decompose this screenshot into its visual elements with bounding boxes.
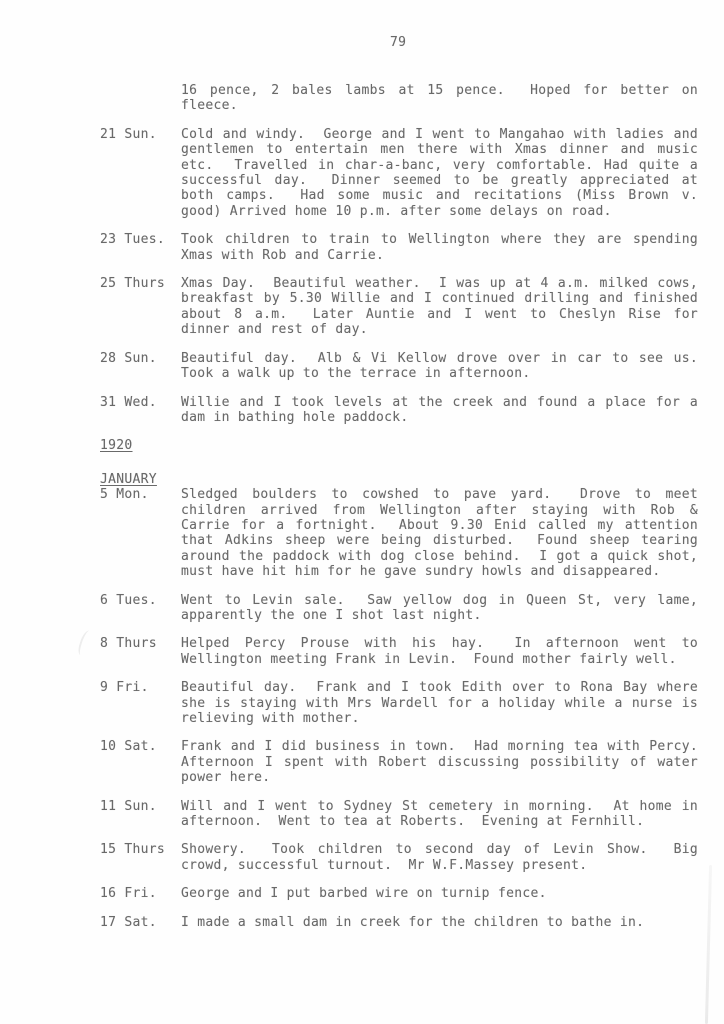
entry-date: 17 Sat. <box>100 914 157 930</box>
diary-entry <box>100 350 715 382</box>
entry-date: 15 Thurs <box>100 842 166 858</box>
entry-date: 31 Wed. <box>100 394 157 410</box>
year-heading: 1920 <box>100 438 133 454</box>
entry-date: 25 Thurs <box>100 276 166 292</box>
entry-date: 10 Sat. <box>100 739 157 755</box>
diary-entry <box>100 842 707 873</box>
entry-text: Went to Levin sale. Saw yellow dog in Queen St, very lame, apparently the one I shot last night. <box>181 592 707 623</box>
entry-text: Will and I went to Sydney St cemetery in morning. At home in afternoon. Went to tea at Roberts. Evening at Fernhill. <box>181 798 707 830</box>
diary-entry <box>100 636 707 667</box>
entry-text: Took children to train to Wellington where they are spending Xmas with Rob and Carrie. <box>181 232 707 263</box>
diary-entry <box>100 886 698 901</box>
entry-text: Beautiful day. Alb & Vi Kellow drove over in car to see us. Took a walk up to the terrace in afternoon. <box>181 350 715 382</box>
entry-date: 16 Fri. <box>100 886 157 902</box>
scan-artifact-edge-crease <box>705 865 712 1024</box>
entry-text: Willie and I took levels at the creek and found a place for a dam in bathing hole paddock. <box>181 394 707 425</box>
entry-date: 21 Sun. <box>100 126 157 142</box>
entry-date: 11 Sun. <box>100 798 157 814</box>
diary-entry-continuation <box>100 83 707 114</box>
diary-entry <box>100 680 707 726</box>
entry-text: Showery. Took children to second day of Levin Show. Big crowd, successful turnout. Mr W.F.Massey present. <box>181 842 707 873</box>
entry-date: 23 Tues. <box>100 232 166 248</box>
entry-text: Beautiful day. Frank and I took Edith over to Rona Bay where she is staying with Mrs Wardell for a holiday while a nurse is relieving with mother. <box>181 680 707 726</box>
entry-text: I made a small dam in creek for the children to bathe in. <box>181 914 645 930</box>
diary-entry <box>100 126 707 219</box>
diary-entry <box>100 798 707 830</box>
entry-date: 8 Thurs <box>100 636 157 652</box>
entry-text: Frank and I did business in town. Had morning tea with Percy. Afternoon I spent with Robert discussing possibility of water power here. <box>181 739 715 786</box>
diary-entry <box>100 592 707 624</box>
entry-date <box>100 83 181 114</box>
diary-entry <box>100 394 707 426</box>
entry-date: 28 Sun. <box>100 350 157 366</box>
page-number: 79 <box>390 35 407 50</box>
entry-text: Helped Percy Prouse with his hay. In afternoon went to Wellington meeting Frank in Levin. Found mother fairly well. <box>181 636 707 667</box>
entry-text: 16 pence, 2 bales lambs at 15 pence. Hoped for better on fleece. <box>181 83 707 114</box>
entry-date: 9 Fri. <box>100 680 149 696</box>
entry-date: 6 Tues. <box>100 592 157 608</box>
diary-entry <box>100 739 715 786</box>
entry-text: Xmas Day. Beautiful weather. I was up at 4 a.m. milked cows, breakfast by 5.30 Willie and I continued drilling and finished about 8 a.m. Later Auntie and I went to Cheslyn Rise for dinner and rest of day. <box>181 276 707 338</box>
entry-date: 5 Mon. <box>100 487 149 503</box>
diary-entry <box>100 232 707 263</box>
entry-text: George and I put barbed wire on turnip fence. <box>181 886 547 902</box>
entry-text: Sledged boulders to cowshed to pave yard. Drove to meet children arrived from Wellington after staying with Rob & Carrie for a fortnight. About 9.30 Enid called my attention that Adkins sheep were being disturbed. Found sheep tearing around the paddock with dog close behind. I got a quick shot, must have hit him for he gave sundry howls and disappeared. <box>181 487 707 580</box>
diary-entry <box>100 487 707 580</box>
scan-artifact-margin-mark <box>76 629 94 657</box>
diary-entry <box>100 915 698 930</box>
diary-content <box>100 83 715 943</box>
diary-entry <box>100 276 707 338</box>
month-heading: JANUARY <box>100 471 157 487</box>
entry-text: Cold and windy. George and I went to Mangahao with ladies and gentlemen to entertain men there with Xmas dinner and music etc. Travelled in char-a-banc, very comfortable. Had quite a successful day. Dinner seemed to be greatly appreciated at both camps. Had some music and recitations (Miss Brown v. good) Arrived home 10 p.m. after some delays on road. <box>181 126 707 219</box>
